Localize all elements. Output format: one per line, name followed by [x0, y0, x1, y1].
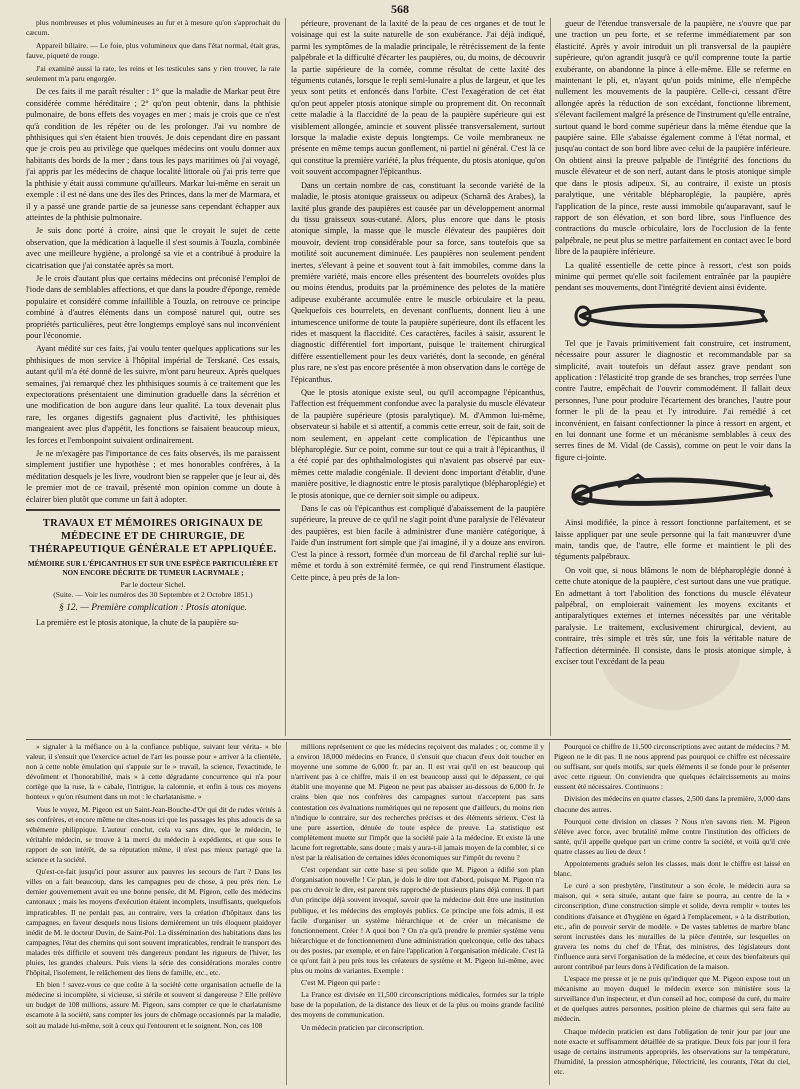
silver-spring-forceps-figure [568, 467, 778, 513]
paragraph: Ainsi modifiée, la pince à ressort fonctionne parfaitement, et se laisse appliquer par une seule personne qui la fait manœuvrer d'une main, tandis que, de l'autre, elle forme et maintient le pli des téguments palpébraux. [555, 518, 791, 562]
paragraph: plus nombreuses et plus volumineuses au fur et à mesure qu'on s'approchait du cæcum. [26, 18, 280, 38]
paragraph: Que le ptosis atonique existe seul, ou qu'il accompagne l'épicanthus, l'affection est fréquemment confondue avec la paralysie du muscle élévateur de la paupière supérieure (ptosis paralytique). M. d'Ammon lui-même, observateur si habile et si attentif, a commis cette erreur, soit de fait, soit de nom seulement, en appelant cette complication de l'épicanthus une blépharoplégie. Sur ce point, comme sur tout ce qui a trait à l'épicanthus, il a été copié par des ophthalmologistes qui n'avaient pas observé par eux-mêmes cette maladie congéniale. Il devient donc important d'établir, d'une manière positive, le diagnostic entre le ptosis paralytique (blépharoplégie) et le ptosis atonique, que ce dernier soit simple ou adipeux. [291, 388, 545, 500]
spring-forceps-figure [573, 298, 773, 334]
paragraph: On voit que, si nous blâmons le nom de blépharoplégie donné à cette chute atonique de la paupière, c'est surtout dans une vue pratique. En admettant à tort l'abolition des fonctions du muscle élévateur palpébral, on emploierait vainement les moyens excitants et antiparalytiques externes et internes nécessités par une véritable paralysie. Le traitement, exclusivement chirurgical, devient, au contraire, très simple et très sûr, une fois la véritable nature de l'affection déterminée. Il consiste, dans le ptosis atonique simple, à exciser tout l'excédant de la peau [555, 565, 791, 667]
feuilleton-paragraph: Chaque médecin praticien est dans l'obligation de tenir jour par jour une note exacte et suffisamment détaillée de sa pratique. Deux fois par jour il fera usage de certains instruments appropriés, les observations sur la température, l'humidité, la pression atmosphérique, l'électricité, les courants, l'état du ciel, etc. [554, 1026, 790, 1076]
paragraph: Ayant médité sur ces faits, j'ai voulu tenter quelques applications sur les phthisiques de mon service à l'hôpital impérial de Terskané. Ces essais, autant qu'il m'a été donné de les suivre, m'ont paru heureux. Après quelques semaines, j'ai remarqué chez les phthisiques soumis à ce traitement que les expectorations présentaient une diminution graduelle dans la sécrétion et une modification de bon augure dans leur qualité. La toux devenait plus rare, les organes digestifs gagnaient plus d'activité, les phthisiques mangeaient avec plus d'appétit, les fonctions se faisaient beaucoup mieux, les forces et l'embonpoint suivaient ordinairement. [26, 344, 280, 445]
bottom-column-3 [554, 742, 790, 1085]
paragraph: Dans un certain nombre de cas, constituant la seconde variété de la maladie, le ptosis atonique graisseux ou adipeux (Scharnâ des Arabes), la laxité plus grande des paupières est causée par un développement anormal du tissu graisseux sous-cutané. Alors, plus encore que dans le ptosis atonique simple, la masse que le muscle élévateur des paupières doit mouvoir, devient trop considérable pour sa force, sans toutefois que sa motilité soit aucunement diminuée. Les paupières non seulement pendent inertes, s'élevant à peine et souvent tout à fait immobiles, comme dans la première variété, mais encore elles présentent des bourrelets ovoïdes plus ou moins étendus, produits par la proéminence des pelotes de la matière adipeuse exubérante accumulée entre le muscle orbiculaire et la peau. Quelquefois ces bourrelets, en devenant confluents, donnent lieu à une intumescence uniforme de toute la paupière supérieure, dont ils effacent les rides et masquent la flaccidité. Ces caractères, faciles à saisir, assurent le diagnostic différentiel fort important, puisque le traitement chirurgical diffère essentiellement pour les deux variétés, dont la seconde, en général plus rare, ne s'est pas encore présentée à mon observation dans le cortège de l'épicanthus. [291, 180, 545, 384]
feuilleton-paragraph: Eh bien ! savez-vous ce que coûte à la société cette organisation actuelle de la médecine si incomplète, si vicieuse, si stérile et souvent si dangereuse ? Elle prélève un budget de 108 millions, assure M. Pigeon, sans compter ce que le charlatanisme escamote à la société, sans compter les jours de chômage occasionnés par la maladie, soit au malade lui-même, soit à ceux qui l'entourent et le soignent. Non, ces 108 [26, 980, 281, 1030]
feuilleton-paragraph: Pourquoi cette division en classes ? Nous n'en savons rien. M. Pigeon s'élève avec force, avec brutalité même contre l'institution des officiers de santé, qu'il appelle quelque part un crime contre la société, et voilà qu'il crée quatre classes au lieu de deux ! [554, 816, 790, 856]
paragraph: J'ai examiné aussi la rate, les reins et les testicules sans y rien trouver, la rate seulement m'a paru engorgée. [26, 63, 280, 84]
paragraph: Je ne m'exagère pas l'importance de ces faits observés, ils me paraissent simplement justifier une hypothèse ; et mes honorables confrères, à la méditation desquels je les livre, voudront bien se rappeler que je leur ai, dès le premier mot de ce travail, présenté mon opinion comme un doute à éclairer bien plutôt que comme un fait à adopter. [26, 449, 280, 504]
column-divider [285, 18, 286, 736]
feuilleton-paragraph: C'est cependant sur cette base si peu solide que M. Pigeon a édifié son plan d'organisation nouvelle ! Ce plan, je dois le dire tout d'abord, puisque M. Pigeon n'a pas cru devoir le dire, est parent très rapproché de plusieurs plans déjà connus. Il part d'un principe déjà souvent invoqué, savoir que la médecine doit être une institution publique, et les médecins des employés publics. Ce principe une fois admis, il est facile d'organiser un système hiérarchique et de créer un mécanisme de fonctionnement. Créer ! A quoi bon ? On n'a qu'à prendre le premier système venu hiérarchique et de fonctionnement d'une administration quelconque, celle des tabacs ou des postes, par exemple, et en faire l'application à l'organisation médicale. C'est là ce qu'ont fait à peu près tous les créateurs de système et M. Pigeon lui-même, avec plus ou moins de variantes. Exemple : [291, 865, 544, 976]
feuilleton-paragraph: Qu'est-ce-fait jusqu'ici pour assurer aux pauvres les secours de l'art ? Dans les villes on a fait beaucoup, dans les campagnes peu de chose, à peu près rien. Le dernier gouvernement avait eu une bonne pensée, dit M. Pigeon, celle des médecins cantonaux ; mais les moyens d'exécution étaient incomplets, insuffisants, quelquefois impraticables. Il ne perdait pas, au contraire, vers la création d'hôpitaux dans les campagnes, en faveur desquels nous lisions dernièrement un très éloquent plaidoyer inédit de M. le docteur Duvin, de Saint-Pol. La dissémination des habitations dans les campagnes, l'état des chemins qui sont souvent impraticables, rendrait le transport des malades très difficile et souvent très dangereux pendant les rigueurs de l'hiver, les pluies, les grandes chaleurs. Puis viens la série des considérations morales contre l'hôpital, l'isolement, le relâchement des liens de famille, etc., etc. [26, 867, 281, 978]
section-rule [26, 509, 280, 511]
feuilleton-paragraph: L'espace me presse et je ne puis qu'indiquer que M. Pigeon expose tout un mécanisme au moyen duquel le médecin exerce son ministère sous la surveillance d'un inspecteur, et d'un conseil ad hoc, composé du curé, du maire et de quelques autres personnes, position pleine de charmes qui sera faite au médecin. [554, 974, 790, 1024]
feuilleton-paragraph: Appointements gradués selon les classes, mais dont le chiffre est laissé en blanc. [554, 859, 790, 879]
column-divider [549, 742, 550, 1085]
bottom-column-1 [26, 742, 281, 1085]
memoir-title: MÉMOIRE SUR L'ÉPICANTHUS ET SUR UNE ESPÈCE PARTICULIÈRE ET NON ENCORE DÉCRITE DE TUMEUR LACRYMALE ; [27, 560, 279, 578]
feuilleton-paragraph: Le curé a son presbytère, l'instituteur a son école, le médecin aura sa maison, qui « sera située, autant que faire se pourra, au centre de la » circonscription, d'une construction simple et solide, devra remplir » toutes les conditions d'aisance et d'hygiène en égard à l'emplacement, » à la distribution, etc., afin de pouvoir servir de modèle. » De vastes tablettes de marbre blanc seront incrustées dans les murailles de la pièce d'entrée, sur lesquelles on gravera les noms du chef de l'État, des ministres, des législateurs dont l'influence aura servi l'organisation de la médecine, et ceux des bienfaiteurs qui auront contribué par leurs dons à l'édification de la maison. [554, 881, 790, 971]
paragraph: Tel que je l'avais primitivement fait construire, cet instrument, nécessaire pour assurer le diagnostic et recommandable par sa simplicité, avait toutefois un défaut assez grave pendant son application : l'élasticité trop grande de ses branches, trop serrées l'une contre l'autre, empêchait de l'ouvrir commodément. Il fallait deux personnes, l'une pour produire l'écartement des branches, l'autre pour former le pli de la peau et l'y introduire. J'ai remédié à cet inconvénient, en faisant confectionner la pince à ressort en argent, et en lui donnant une forme et un mécanisme semblables à ceux des serres fines de M. Vidal (de Cassis), comme on peut le voir dans la figure ci-jointe. [555, 338, 791, 462]
paragraph: De ces faits il me paraît résulter : 1° que la maladie de Markar peut être considérée comme héréditaire ; 2° qu'on peut obtenir, dans la phthisie pulmonaire, de bons effets des voyages en mer ; mais je crois que ce n'est qu'à condition de les répéter ou de les prolonger. J'ai vu nombre de phthisiques qui s'en étaient bien trouvés. Je dois cependant dire en passant que je crois peu au privilège que quelques médecins ont voulu donner aux habitants des bords de la mer ; dans tous les pays maritimes où j'ai voyagé, j'ai appris par les médecins de chaque localité littorale où j'ai pris terre que la phthisie y était aussi commune qu'ailleurs. Markar lui-même en serait un exemple : il est né dans une des îles des Princes, dans la mer de Marmara, et il y a passé une grande partie de sa jeunesse sans cependant échapper aux atteintes de la phthisie pulmonaire. [26, 87, 280, 222]
continuation-note: (Suite. — Voir les numéros des 30 Septembre et 2 Octobre 1851.) [53, 589, 253, 599]
paragraph: Je le crois d'autant plus que certains médecins ont préconisé l'emploi de l'iode dans de semblables affections, et que dans la poudre d'éponge, remède populaire et considéré comme infaillible à Touzla, on retrouve ce principe combiné à d'autres éléments dans un composé naturel qui, outre ses propriétés particulières, peut être longtemps employé sans nul inconvénient pour l'économie. [26, 273, 280, 340]
feuilleton-paragraph: Division des médecins en quatre classes, 2,500 dans la première, 3,000 dans chacune des autres. [554, 794, 790, 814]
bottom-column-2 [291, 742, 544, 1085]
top-column-2 [291, 18, 545, 736]
paragraph: périeure, provenant de la laxité de la peau de ces organes et de tout le voisinage qui est la suite naturelle de son exubérance. J'ai déjà indiqué, parmi les symptômes de la maladie principale, le rétrécissement de la fente palpébrale et la difficulté d'écarter les paupières, ou, du moins, de découvrir la partie supérieure de la cornée, comme résultat de cette laxité des téguments cutanés, lorsque le repli semi-lunaire a plus de largeur, et que les yeux sont petits et enfoncés dans l'orbite. C'est l'exagération de cet état qu'on peut appeler ptosis atonique simple ou proprement dit. On reconnaît cette maladie à la flaccidité de la peau de la paupière supérieure qui est visiblement allongée, amincie et souvent plissée transversalement, surtout lorsque la maladie existe depuis longtemps. Ce voile membraneux ne présente en même temps aucun gonflement, ni partiel ni général. C'est là ce qui constitue la première variété, la plus fréquente, du ptosis atonique, qu'on voit souvent accompagner l'épicanthus. [291, 19, 545, 177]
column-divider [286, 742, 287, 1085]
feuilleton-paragraph: millions représentent ce que les médecins reçoivent des malades ; or, comme il y a environ 18,000 médecins en France, il s'ensuit que chacun d'eux doit toucher en moyenne une somme de 6,000 fr. par an. Il est vrai qu'il en est beaucoup qui n'arrivent pas à ce chiffre, mais il en est beaucoup aussi qui le dépassent, ce qui établit une moyenne que M. Pigeon ne peut pas abaisser au-dessous de 6,000 fr. Je crains bien que nos confrères des campagnes surtout n'acceptent pas sans contestation ces évaluations numériques qui ne reposent que d'ailleurs, du moins rien n'indique le contraire, sur des recherches précises et des éléments sérieux. C'est là une pure assertion, dénuée de toute espèce de preuve. La statistique est complètement muette sur l'impôt que la société paie à la médecine. Et existe là une lacune fort regrettable, sans doute ; mais y aura-t-il jamais moyen de la combler, si ce n'est par la réalisation de certaines idées économiques sur l'impôt du revenu ? [291, 742, 544, 863]
paragraph: gueur de l'étendue transversale de la paupière, ne s'ouvre que par une traction un peu forte, et se referme immédiatement par son élasticité. Après y avoir introduit un pli transversal de la paupière supérieure, qu'on agrandit jusqu'à ce qu'il comprenne toute la partie exubérante, on abandonne la pince à elle-même. Elle se referme en maintenant le pli, et, n'ayant qu'un poids minime, elle n'empêche nullement les mouvements de la paupière. Celle-ci, cessant d'être allongée après la réduction de son excédant, fonctionne librement, s'élevant facilement malgré la présence de l'instrument qu'elle entraîne, surtout quand le bord comme supérieur dans la même étendue que la paupière saine. Elle s'abaisse également comme à l'état normal, et jusqu'au contact de son bord libre avec celui de la paupière inférieure. On obtient ainsi la preuve palpable de l'intégrité des fonctions du muscle élévateur et de son nerf, autant dans le ptosis atonique simple que dans le ptosis adipeux. Si, au contraire, il existe un ptosis paralytique, une véritable blépharoplégie, la paupière, après l'application de la pince, reste aussi immobile qu'auparavant, sauf le rapport de son élévation, et son bord libre, sous l'influence des contractions du muscle orbiculaire, lors de l'occlusion de la fente palpébrale, ne peut plus se mettre parfaitement en contact avec le bord libre de la paupière inférieure. [555, 19, 791, 257]
paragraph: Appareil biliaire. — Le foie, plus volumineux que dans l'état normal, était gras, fauve, piqueté de rouge. [26, 40, 280, 61]
paragraph: La qualité essentielle de cette pince à ressort, c'est son poids minime qui permet qu'elle soit facilement entraînée par la paupière pendant ses mouvements, dont l'intégrité devient ainsi évidente. [555, 260, 791, 293]
top-column-3 [555, 18, 791, 736]
author-byline: Par le docteur Sichel. [120, 579, 186, 589]
feuilleton-paragraph: » signaler à la méfiance ou à la confiance publique, suivant leur vérita- » ble valeur, il s'ensuit que l'exercice actuel de l'art les pousse pour » arriver à la clientèle, non à cette noble émulation qui s'appuie sur le » travail, la science, l'exactitude, le dévoûment et l'honorabilité, mais » à cette dégradante concurrence qui n'a pour cortège que la ruse, la » cabale, l'intrigue, la calomnie, et enfin à tous ces moyens honteux » qu'on résument dans un mot : le charlatanisme. » [26, 742, 281, 802]
feuilleton-paragraph: La France est divisée en 11,500 circonscriptions médicales, formées sur la triple base de la population, de la distance des lieux et de la plus ou moins grande facilité des moyens de communication. [291, 990, 544, 1020]
paragraph: La première est le ptosis atonique, la chute de la paupière su- [36, 618, 239, 628]
page-number: 568 [391, 2, 409, 16]
feuilleton-paragraph: Un médecin praticien par circonscription. [301, 1022, 424, 1032]
feuilleton-paragraph: C'est M. Pigeon qui parle : [301, 978, 380, 988]
feuilleton-rule [26, 739, 791, 740]
feuilleton-paragraph: Vous le voyez, M. Pigeon est un Saint-Jean-Bouche-d'Or qui dit de rudes vérités à ses confrères, et encore même ne cites-nous ici que les passages les plus adoucis de sa véhémente philippique. L'auteur conclut, cela va sans dire, que le médecin, le véritable médecin, se trouve à la merci du médecin à expédients, et que sous le rapport de son intérêt, de sa réputation même, il n'est pas mieux partagé que la science et la société. [26, 804, 281, 865]
top-column-1 [26, 18, 280, 736]
section-title: TRAVAUX ET MÉMOIRES ORIGINAUX DE MÉDECINE ET DE CHIRURGIE, DE THÉRAPEUTIQUE GÉNÉRALE ET APPLIQUÉE. [29, 518, 277, 556]
paragraph: Dans le cas où l'épicanthus est compliqué d'abaissement de la paupière supérieure, la preuve de ce qu'il ne s'agit point d'une paralysie de l'élévateur des paupières, est bien facile à administrer d'une manière catégorique, à l'aide d'un instrument fort simple que j'ai imaginé, il y a douze ans environ. C'est la pince à ressort, formée d'un morceau de fil d'archal replié sur lui-même et tordu à son extrémité fermée, ce qui rend l'instrument élastique. Cette pince, à peu près de la lon- [291, 504, 545, 582]
feuilleton-paragraph: Pourquoi ce chiffre de 11,500 circonscriptions avec autant de médecins ? M. Pigeon ne le dit pas. Il ne nous apprend pas pourquoi ce chiffre est nécessaire ou suffisant, sur quels motifs, sur quels éléments il se fonde pour le présenter avec cette rigueur. On conviendra que quelques éclaircissements au moins eussent été nécessaires. Continuons : [554, 742, 790, 792]
column-divider [550, 18, 551, 736]
paragraph: Je suis donc porté à croire, ainsi que le croyait le sujet de cette observation, que la médication à laquelle il s'est soumis à Touzla, combinée avec une meilleure hygiène, a prolongé sa vie et a contribué à produire la cicatrisation que j'ai constatée après sa mort. [26, 226, 280, 270]
chapter-heading: § 12. — Première complication : Ptosis atonique. [59, 602, 247, 613]
